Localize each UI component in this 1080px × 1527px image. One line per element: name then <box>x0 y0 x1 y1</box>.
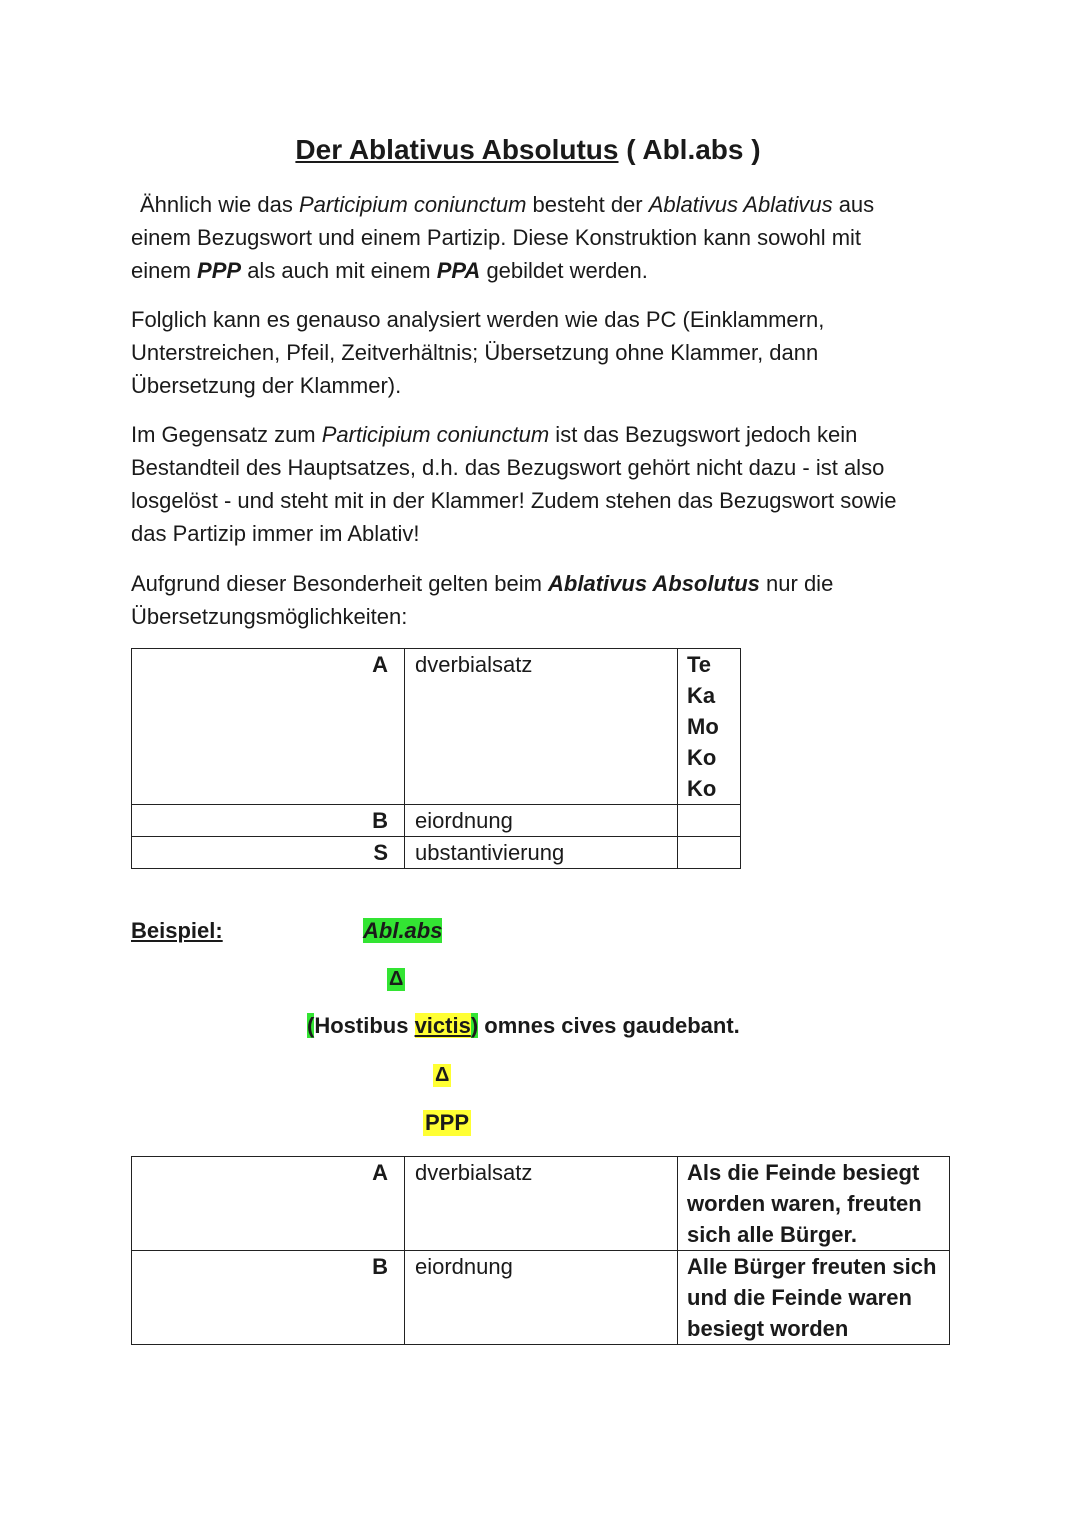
arrow-up-icon: Δ <box>389 968 404 990</box>
paragraph-4: Aufgrund dieser Besonderheit gelten beim Ablativus Absolutus nur die Übersetzungsmöglichkeiten: <box>131 571 834 629</box>
example-translation-table <box>131 1156 950 1345</box>
arrow-up-icon: Δ <box>435 1064 450 1086</box>
title-rest: Abl.abs ) <box>642 134 761 165</box>
table-row: B eiordnung Alle Bürger freuten sich und die Feinde waren besiegt worden <box>132 1251 950 1345</box>
ppp-label: PPP <box>425 1110 470 1135</box>
table-row: B eiordnung <box>132 805 741 837</box>
sinnrichtungen-list: Te Ka Mo Ko Ko <box>678 649 741 805</box>
table-row: A dverbialsatz Te Ka Mo Ko Ko <box>132 649 741 805</box>
example-label: Beispiel: <box>131 918 223 943</box>
example-sentence: (Hostibus victis) omnes cives gaudebant. <box>307 1013 740 1038</box>
paragraph-1: Ähnlich wie das Participium coniunctum besteht der Ablativus Ablativus aus einem Bezugswort und einem Partizip. Diese Konstruktion kann sowohl mit einem PPP als auch mit einem PPA gebildet werden. <box>131 192 875 283</box>
translation-cell: Alle Bürger freuten sich und die Feinde waren besiegt worden <box>678 1251 950 1345</box>
translation-cell: Als die Feinde besiegt worden waren, freuten sich alle Bürger. <box>678 1157 950 1251</box>
paragraph-2: Folglich kann es genauso analysiert werden wie das PC (Einklammern, Unterstreichen, Pfeil, Zeitverhältnis; Übersetzung ohne Klammer, dann Übersetzung der Klammer). <box>131 307 825 398</box>
table-row: A dverbialsatz Als die Feinde besiegt worden waren, freuten sich alle Bürger. <box>132 1157 950 1251</box>
paragraph-3: Im Gegensatz zum Participium coniunctum ist das Bezugswort jedoch kein Bestandteil des Hauptsatzes, d.h. das Bezugswort gehört nicht dazu - ist also losgelöst - und steht mit in der Klammer! Zudem stehen das Bezugswort sowie das Partizip immer im Ablativ! <box>131 422 897 546</box>
abl-abs-label: Abl.abs <box>363 918 443 943</box>
page-title <box>0 134 1056 166</box>
translation-options-table <box>131 648 741 869</box>
title-open: ( <box>618 134 643 165</box>
table-row: S ubstantivierung <box>132 837 741 869</box>
title-main: Der Ablativus Absolutus <box>295 134 619 165</box>
